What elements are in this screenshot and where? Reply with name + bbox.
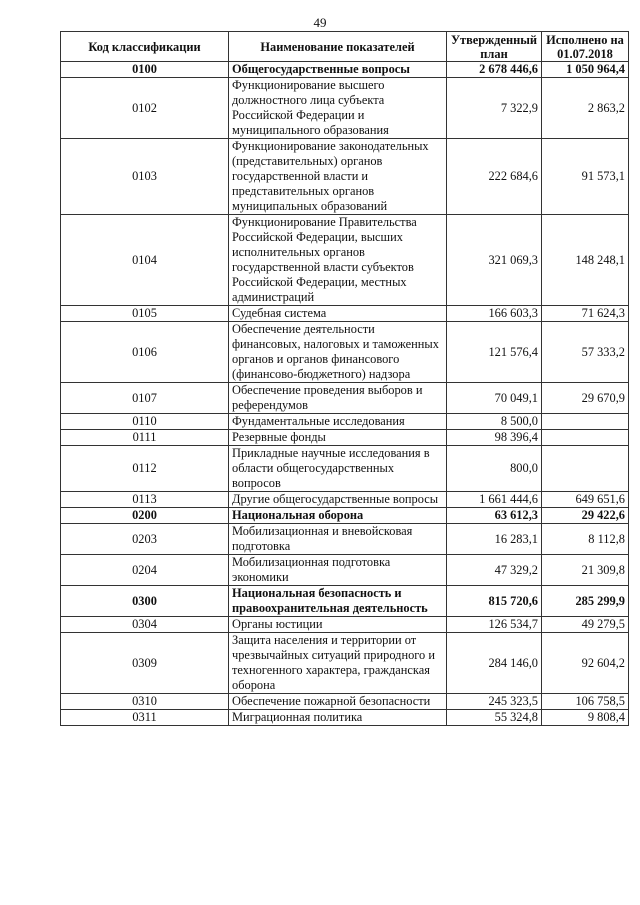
table-row bbox=[61, 633, 629, 694]
table-row bbox=[61, 414, 629, 430]
table-row bbox=[61, 508, 629, 524]
cell-done: 71 624,3 bbox=[542, 306, 629, 322]
table-row bbox=[61, 617, 629, 633]
table-row bbox=[61, 446, 629, 492]
cell-plan: 98 396,4 bbox=[447, 430, 542, 446]
cell-done: 29 422,6 bbox=[542, 508, 629, 524]
cell-done: 8 112,8 bbox=[542, 524, 629, 555]
table-row bbox=[61, 306, 629, 322]
table-row bbox=[61, 215, 629, 306]
cell-plan: 47 329,2 bbox=[447, 555, 542, 586]
cell-name: Фундаментальные исследования bbox=[229, 414, 447, 430]
table-row bbox=[61, 586, 629, 617]
cell-name: Мобилизационная подготовка экономики bbox=[229, 555, 447, 586]
cell-done: 21 309,8 bbox=[542, 555, 629, 586]
cell-code: 0310 bbox=[61, 694, 229, 710]
cell-plan: 166 603,3 bbox=[447, 306, 542, 322]
cell-name: Национальная безопасность и правоохранительная деятельность bbox=[229, 586, 447, 617]
table-row bbox=[61, 524, 629, 555]
cell-code: 0100 bbox=[61, 62, 229, 78]
cell-plan: 815 720,6 bbox=[447, 586, 542, 617]
cell-code: 0112 bbox=[61, 446, 229, 492]
cell-code: 0107 bbox=[61, 383, 229, 414]
cell-done: 91 573,1 bbox=[542, 139, 629, 215]
cell-code: 0110 bbox=[61, 414, 229, 430]
cell-plan: 245 323,5 bbox=[447, 694, 542, 710]
table-row bbox=[61, 555, 629, 586]
cell-plan: 126 534,7 bbox=[447, 617, 542, 633]
cell-name: Общегосударственные вопросы bbox=[229, 62, 447, 78]
cell-done: 649 651,6 bbox=[542, 492, 629, 508]
cell-name: Функционирование Правительства Российской Федерации, высших исполнительных органов государственной власти субъектов Российской Федерации, местных администраций bbox=[229, 215, 447, 306]
table-row bbox=[61, 492, 629, 508]
table-row bbox=[61, 430, 629, 446]
cell-code: 0104 bbox=[61, 215, 229, 306]
cell-name: Функционирование высшего должностного лица субъекта Российской Федерации и муниципального образования bbox=[229, 78, 447, 139]
cell-done: 148 248,1 bbox=[542, 215, 629, 306]
cell-plan: 70 049,1 bbox=[447, 383, 542, 414]
cell-done: 2 863,2 bbox=[542, 78, 629, 139]
cell-done bbox=[542, 446, 629, 492]
cell-name: Национальная оборона bbox=[229, 508, 447, 524]
budget-table bbox=[60, 31, 629, 726]
cell-done bbox=[542, 430, 629, 446]
table-header-row bbox=[61, 32, 629, 62]
cell-plan: 16 283,1 bbox=[447, 524, 542, 555]
cell-code: 0300 bbox=[61, 586, 229, 617]
cell-code: 0309 bbox=[61, 633, 229, 694]
cell-plan: 63 612,3 bbox=[447, 508, 542, 524]
table-row bbox=[61, 139, 629, 215]
cell-done: 92 604,2 bbox=[542, 633, 629, 694]
table-row bbox=[61, 710, 629, 726]
cell-done bbox=[542, 414, 629, 430]
cell-name: Обеспечение деятельности финансовых, налоговых и таможенных органов и органов финансового (финансово-бюджетного) надзора bbox=[229, 322, 447, 383]
cell-done: 49 279,5 bbox=[542, 617, 629, 633]
cell-code: 0304 bbox=[61, 617, 229, 633]
cell-done: 57 333,2 bbox=[542, 322, 629, 383]
cell-plan: 2 678 446,6 bbox=[447, 62, 542, 78]
cell-name: Защита населения и территории от чрезвычайных ситуаций природного и техногенного характера, гражданская оборона bbox=[229, 633, 447, 694]
cell-name: Функционирование законодательных (представительных) органов государственной власти и представительных органов муниципальных образований bbox=[229, 139, 447, 215]
cell-code: 0113 bbox=[61, 492, 229, 508]
table-row bbox=[61, 694, 629, 710]
cell-name: Обеспечение пожарной безопасности bbox=[229, 694, 447, 710]
cell-name: Прикладные научные исследования в области общегосударственных вопросов bbox=[229, 446, 447, 492]
cell-plan: 284 146,0 bbox=[447, 633, 542, 694]
cell-plan: 55 324,8 bbox=[447, 710, 542, 726]
cell-code: 0200 bbox=[61, 508, 229, 524]
cell-done: 29 670,9 bbox=[542, 383, 629, 414]
page-number: 49 bbox=[313, 15, 327, 30]
cell-plan: 800,0 bbox=[447, 446, 542, 492]
cell-name: Другие общегосударственные вопросы bbox=[229, 492, 447, 508]
cell-done: 106 758,5 bbox=[542, 694, 629, 710]
cell-name: Обеспечение проведения выборов и референдумов bbox=[229, 383, 447, 414]
cell-plan: 121 576,4 bbox=[447, 322, 542, 383]
table-row bbox=[61, 383, 629, 414]
cell-plan: 222 684,6 bbox=[447, 139, 542, 215]
header-done: Исполнено на 01.07.2018 bbox=[542, 32, 629, 62]
cell-done: 1 050 964,4 bbox=[542, 62, 629, 78]
cell-code: 0111 bbox=[61, 430, 229, 446]
header-plan: Утвержденный план bbox=[447, 32, 542, 62]
cell-code: 0203 bbox=[61, 524, 229, 555]
cell-code: 0204 bbox=[61, 555, 229, 586]
cell-plan: 321 069,3 bbox=[447, 215, 542, 306]
cell-done: 9 808,4 bbox=[542, 710, 629, 726]
cell-code: 0105 bbox=[61, 306, 229, 322]
cell-code: 0103 bbox=[61, 139, 229, 215]
cell-code: 0311 bbox=[61, 710, 229, 726]
cell-name: Резервные фонды bbox=[229, 430, 447, 446]
cell-code: 0102 bbox=[61, 78, 229, 139]
cell-plan: 7 322,9 bbox=[447, 78, 542, 139]
header-code: Код классификации bbox=[61, 32, 229, 62]
cell-name: Мобилизационная и вневойсковая подготовка bbox=[229, 524, 447, 555]
cell-done: 285 299,9 bbox=[542, 586, 629, 617]
table-row bbox=[61, 62, 629, 78]
header-name: Наименование показателей bbox=[229, 32, 447, 62]
cell-plan: 1 661 444,6 bbox=[447, 492, 542, 508]
table-row bbox=[61, 78, 629, 139]
cell-code: 0106 bbox=[61, 322, 229, 383]
table-body bbox=[61, 62, 629, 726]
cell-name: Органы юстиции bbox=[229, 617, 447, 633]
table-row bbox=[61, 322, 629, 383]
cell-name: Судебная система bbox=[229, 306, 447, 322]
cell-name: Миграционная политика bbox=[229, 710, 447, 726]
cell-plan: 8 500,0 bbox=[447, 414, 542, 430]
